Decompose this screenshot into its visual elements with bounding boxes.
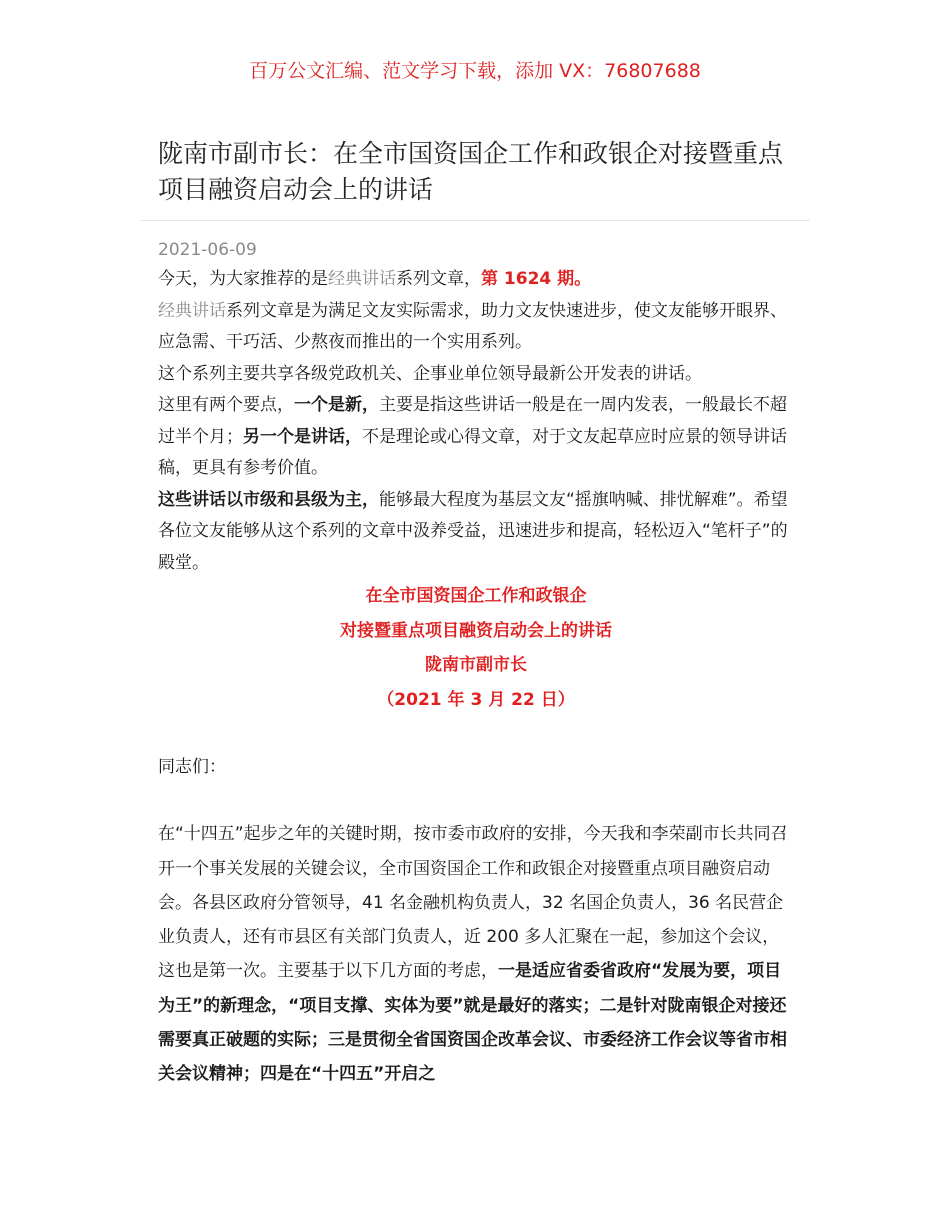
salutation: 同志们： — [158, 757, 226, 777]
article-title: 陇南市副市长：在全市国资国企工作和政银企对接暨重点项目融资启动会上的讲话 — [158, 139, 784, 204]
spacer — [158, 784, 794, 817]
speech-text: 在“十四五”起步之年的关键时期，按市委市政府的安排，今天我和李荣副市长共同召开一个事关发展的关键会议，全市国资国企工作和政银企对接暨重点项目融资启动会。各县区政府分管领导，41 名金融机构负责人，32 名国企负责人，36 名民营企业负责人，还有市县区有关部门负责人，近 200 多人汇聚在一起，参加这个会议，这也是第一次。主要基于以下几方面的考虑， — [158, 824, 788, 982]
intro-text: 不是理论或心得文章，对于文友起草应时应景的领导讲话稿，更具有参考价值。 — [158, 426, 787, 478]
series-name: 经典讲话 — [328, 269, 396, 289]
speech-heading-line-1: 在全市国资国企工作和政银企 — [365, 586, 587, 606]
key-point: 一个是新， — [294, 395, 379, 415]
key-point: 另一个是讲话， — [243, 426, 362, 447]
publish-date: 2021-06-09 — [158, 240, 257, 260]
intro-paragraph-3: 这个系列主要共享各级党政机关、企事业单位领导最新公开发表的讲话。 — [158, 363, 702, 384]
intro-paragraph-2 — [158, 296, 794, 359]
intro-text: 这里有两个要点， — [158, 395, 294, 415]
intro-text: 系列文章， — [396, 269, 481, 289]
intro-paragraph-1 — [158, 264, 794, 296]
intro-text: 能够最大程度为基层文友“摇旗呐喊、排忧解难”。希望各位文友能够从这个系列的文章中汲养受益，迅速进步和提高，轻松迈入“笔杆子”的殿堂。 — [158, 489, 788, 573]
speech-date: （2021 年 3 月 22 日） — [377, 689, 575, 710]
title-divider — [140, 220, 810, 221]
speech-speaker: 陇南市副市长 — [425, 655, 527, 675]
spacer — [158, 717, 794, 750]
intro-paragraph-5 — [158, 485, 794, 580]
key-point: 这些讲话以市级和县级为主， — [158, 489, 379, 510]
article-content — [158, 264, 794, 1092]
intro-text: 主要是指这些讲话一般是在一周内发表，一般最长不超过半个月； — [158, 395, 787, 447]
intro-text: 系列文章是为满足文友实际需求，助力文友快速进步，使文友能够开眼界、应急需、干巧活、少熬夜而推出的一个实用系列。 — [158, 300, 787, 352]
issue-number: 第 1624 期。 — [481, 269, 592, 289]
speech-paragraph — [158, 817, 794, 1091]
promo-banner: 百万公文汇编、范文学习下载，添加 VX：76807688 — [249, 60, 701, 82]
speech-heading-line-2: 对接暨重点项目融资启动会上的讲话 — [340, 620, 612, 641]
series-name: 经典讲话 — [158, 300, 226, 321]
intro-paragraph-4 — [158, 390, 794, 485]
intro-text: 今天，为大家推荐的是 — [158, 269, 328, 289]
speech-bold-text: 一是适应省委省政府“发展为要，项目为王”的新理念，“项目支撑、实体为要”就是最好的落实；二是针对陇南银企对接还需要真正破题的实际；三是贯彻全省国资国企改革会议、市委经济工作会议等省市相关会议精神；四是在“十四五”开启之 — [158, 961, 787, 1085]
